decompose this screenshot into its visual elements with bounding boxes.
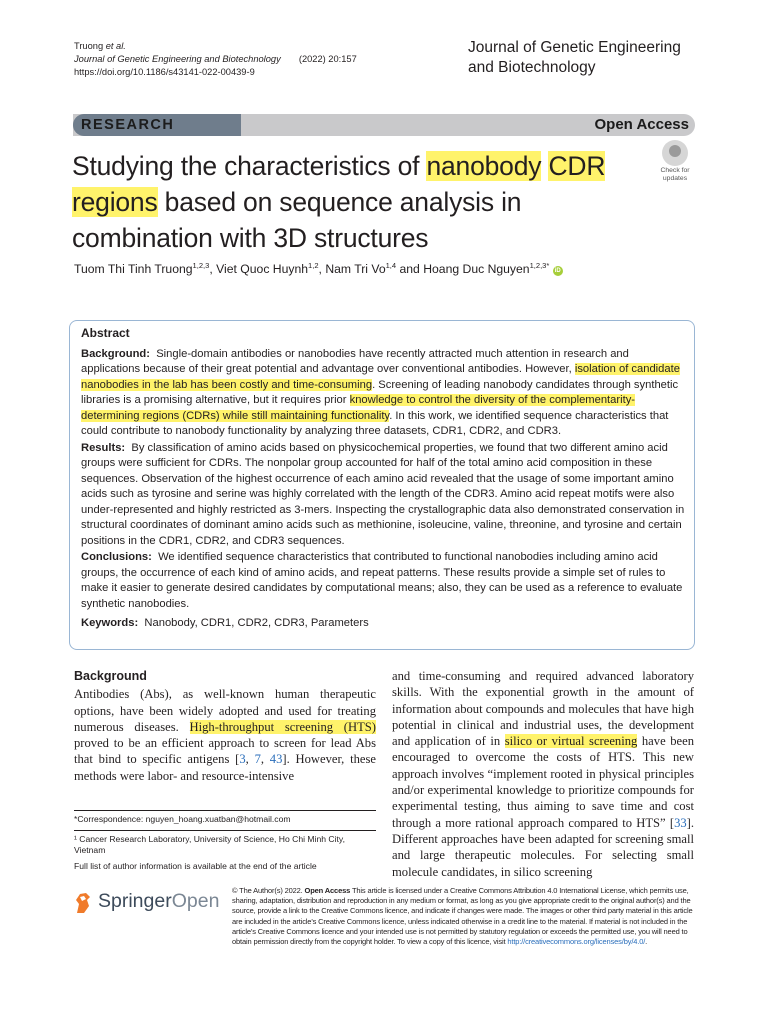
left-highlight: High-throughput screening (HTS): [189, 719, 376, 734]
running-header: [74, 40, 357, 79]
citation-link[interactable]: 33: [674, 815, 687, 830]
results-label: Results:: [81, 441, 126, 454]
author-name: Tuom Thi Tinh Truong: [74, 262, 193, 276]
open-access-label: Open Access: [594, 116, 689, 133]
title-highlight-2: CDR regions: [72, 151, 606, 217]
license-end: .: [645, 937, 648, 947]
right-text-3: ]. Different approaches have been adapted for screening small and large therapeutic molecules. For selecting small molecule candidates, in silico screening: [392, 815, 694, 879]
orcid-icon[interactable]: iD: [554, 268, 561, 274]
abstract: [81, 326, 685, 633]
author-name: Nam Tri Vo: [325, 262, 386, 276]
header-year-volume: (2022) 20:157: [298, 54, 357, 64]
author-affiliation: 1,2,3*: [529, 260, 550, 270]
license-body: This article is licensed under a Creative Commons Attribution 4.0 International License, which permits use, sharing, adaptation, distribution and reproduction in any medium or format, as long as you give appropriate credit to the original author(s) and the source, provide a link to the Creative Commons licence, and indicate if changes were made. The images or other third party material in this article are included in the article's Creative Commons licence, unless indicated otherwise in a credit line to the material. If material is not included in the article's Creative Commons licence and your intended use is not permitted by statutory regulation or exceeds the permitted use, you will need to obtain permission directly from the copyright holder. To view a copy of this licence, visit: [232, 886, 693, 947]
license-open-access: Open Access: [304, 886, 351, 895]
license-text: [232, 886, 694, 947]
license-copyright: © The Author(s) 2022.: [232, 886, 305, 895]
abstract-heading: Abstract: [81, 326, 130, 340]
conclusions-text: We identified sequence characteristics that contributed to functional nanobodies including amino acid groups, the occurrence of each kind of amino acids, and repeat patterns. These results provide a simple set of rules to make it easier to generate desired candidates by computational means; also, they can be used as a reference to evaluate synthetic nanobodies.: [81, 551, 683, 610]
header-doi[interactable]: https://doi.org/10.1186/s43141-022-00439-9: [74, 67, 255, 77]
author-list: [74, 262, 563, 276]
full-list-note: Full list of author information is available at the end of the article: [74, 860, 317, 871]
right-text-2: have been encouraged to overcome the costs of HTS. This new approach involves “implement rooted in physical principles and/or experimental knowledge to prioritize compounds for experimental testing, thus aiming to save time and cost through a more rational approach compared to HTS” [: [392, 734, 694, 830]
footnote-rule: [74, 830, 376, 831]
header-etal: et al.: [105, 41, 126, 51]
background-highlight-2: knowledge to control the diversity of the complementarity-determining regions (CDRs) while still maintaining functionality: [81, 394, 636, 422]
left-text-3: ]. However, these methods were labor- and resource-intensive: [74, 752, 376, 783]
keywords-text: Nanobody, CDR1, CDR2, CDR3, Parameters: [144, 617, 369, 629]
body-paragraph-right: [392, 668, 694, 880]
author-separator: ,: [209, 262, 217, 276]
background-highlight-1: isolation of candidate nanobodies in the lab has been costly and time-consuming: [81, 363, 680, 391]
author-name: Hoang Duc Nguyen: [423, 262, 530, 276]
background-label: Background:: [81, 347, 150, 360]
article-type-banner: [73, 114, 695, 136]
affiliation-note: ¹ Cancer Research Laboratory, University of Science, Ho Chi Minh City, Vietnam: [74, 833, 345, 855]
journal-title-line2: and Biotechnology: [468, 59, 596, 76]
left-text-1: Antibodies (Abs), as well-known human therapeutic options, have been widely adopted and used for treating numerous diseases.: [74, 687, 376, 734]
journal-title-line1: Journal of Genetic Engineering: [468, 39, 681, 56]
author-name: Viet Quoc Huynh: [216, 262, 309, 276]
check-updates-line1: Check for: [660, 167, 690, 174]
right-highlight: silico or virtual screening: [504, 734, 638, 749]
title-part1: Studying the characteristics of: [72, 151, 427, 181]
check-for-updates-badge[interactable]: [652, 140, 698, 182]
springer-horse-icon: [74, 892, 92, 914]
footnotes: [74, 810, 376, 876]
abstract-keywords: [81, 616, 685, 632]
citation-link[interactable]: 43: [269, 752, 283, 767]
header-author: Truong: [74, 41, 104, 51]
publisher-name: [98, 890, 219, 913]
abstract-conclusions: [81, 550, 685, 612]
body-paragraph-left: Antibodies (Abs), as well-known human therapeutic options, have been widely adopted and used for treating numerous diseases. High-throughput screening (HTS) proved to be an efficient approach to screen for lead Abs that bind to specific antigens [3, 7, 43]. However, these methods were labor- and resource-intensive: [74, 687, 376, 783]
background-text-2: . Screening of leading nanobody candidates through synthetic libraries is a promising alternative, but it requires prior: [81, 378, 679, 406]
publisher-name-springer: Springer: [98, 890, 172, 912]
left-text-2: proved to be an efficient approach to screen for lead Abs that bind to specific antigens [: [74, 736, 376, 767]
check-updates-line2: updates: [662, 175, 688, 182]
article-title: [72, 148, 642, 256]
abstract-background: [81, 347, 685, 440]
body-left-column: [74, 668, 376, 784]
footnote-rule: [74, 810, 376, 811]
publisher-name-open: Open: [171, 890, 220, 912]
section-heading-background: Background: [74, 669, 147, 683]
right-text-1: and time-consuming and required advanced laboratory skills. With the exponential growth in the amount of information about compounds and molecules that have high potential in clinical and industrial uses, the development and application of in: [392, 669, 694, 749]
author-affiliation: 1,2: [308, 260, 319, 270]
author-separator: ,: [318, 262, 326, 276]
research-label: RESEARCH: [81, 117, 175, 133]
background-text-3: . In this work, we identified sequence characteristics that could contribute to nanobody functionality by analyzing three datasets, CDR1, CDR2, and CDR3.: [81, 409, 669, 437]
background-text-1: Single-domain antibodies or nanobodies have recently attracted much attention in research and applications because of their great potential and advantage over conventional antibodies. However,: [81, 347, 629, 375]
body-right-column: [392, 668, 694, 880]
journal-title: [468, 38, 681, 78]
results-text: By classification of amino acids based on physicochemical properties, we found that two different amino acid groups were sufficient for CDRs. The nonpolar group accounted for half of the total amino acid composition in these sequences. Observation of the highest occurrence of each amino acid revealed that the usage of some important amino acids such as tyrosine and serine was highly correlated with the length of the CDR3. Amino acid repeat motifs were also under-represented and highly restricted as 3-mers. Inspecting the crystallographic data also demonstrated conservation in structural coordinates of dominant amino acids such as methionine, isoleucine, valine, threonine, and tyrosine and certain positions in the CDR1, CDR2, and CDR3 sequences.: [81, 441, 685, 547]
citation-link[interactable]: 3: [239, 752, 246, 767]
author-separator: and: [396, 262, 424, 276]
check-updates-icon: [662, 140, 688, 166]
license-link[interactable]: http://creativecommons.org/licenses/by/4.0/: [507, 937, 646, 947]
header-journal: Journal of Genetic Engineering and Biotechnology: [74, 54, 281, 64]
author-affiliation: 1,4: [385, 260, 397, 270]
abstract-results: [81, 441, 685, 550]
author-affiliation: 1,2,3: [192, 260, 210, 270]
title-part2: based on sequence analysis in combination with 3D structures: [72, 187, 522, 253]
keywords-label: Keywords:: [81, 617, 139, 629]
conclusions-label: Conclusions:: [81, 551, 152, 563]
research-tag: [73, 114, 241, 136]
citation-link[interactable]: 7: [254, 752, 261, 767]
correspondence-note: *Correspondence: nguyen_hoang.xuatban@hotmail.com: [74, 814, 291, 824]
title-highlight-1: nanobody: [426, 151, 542, 181]
